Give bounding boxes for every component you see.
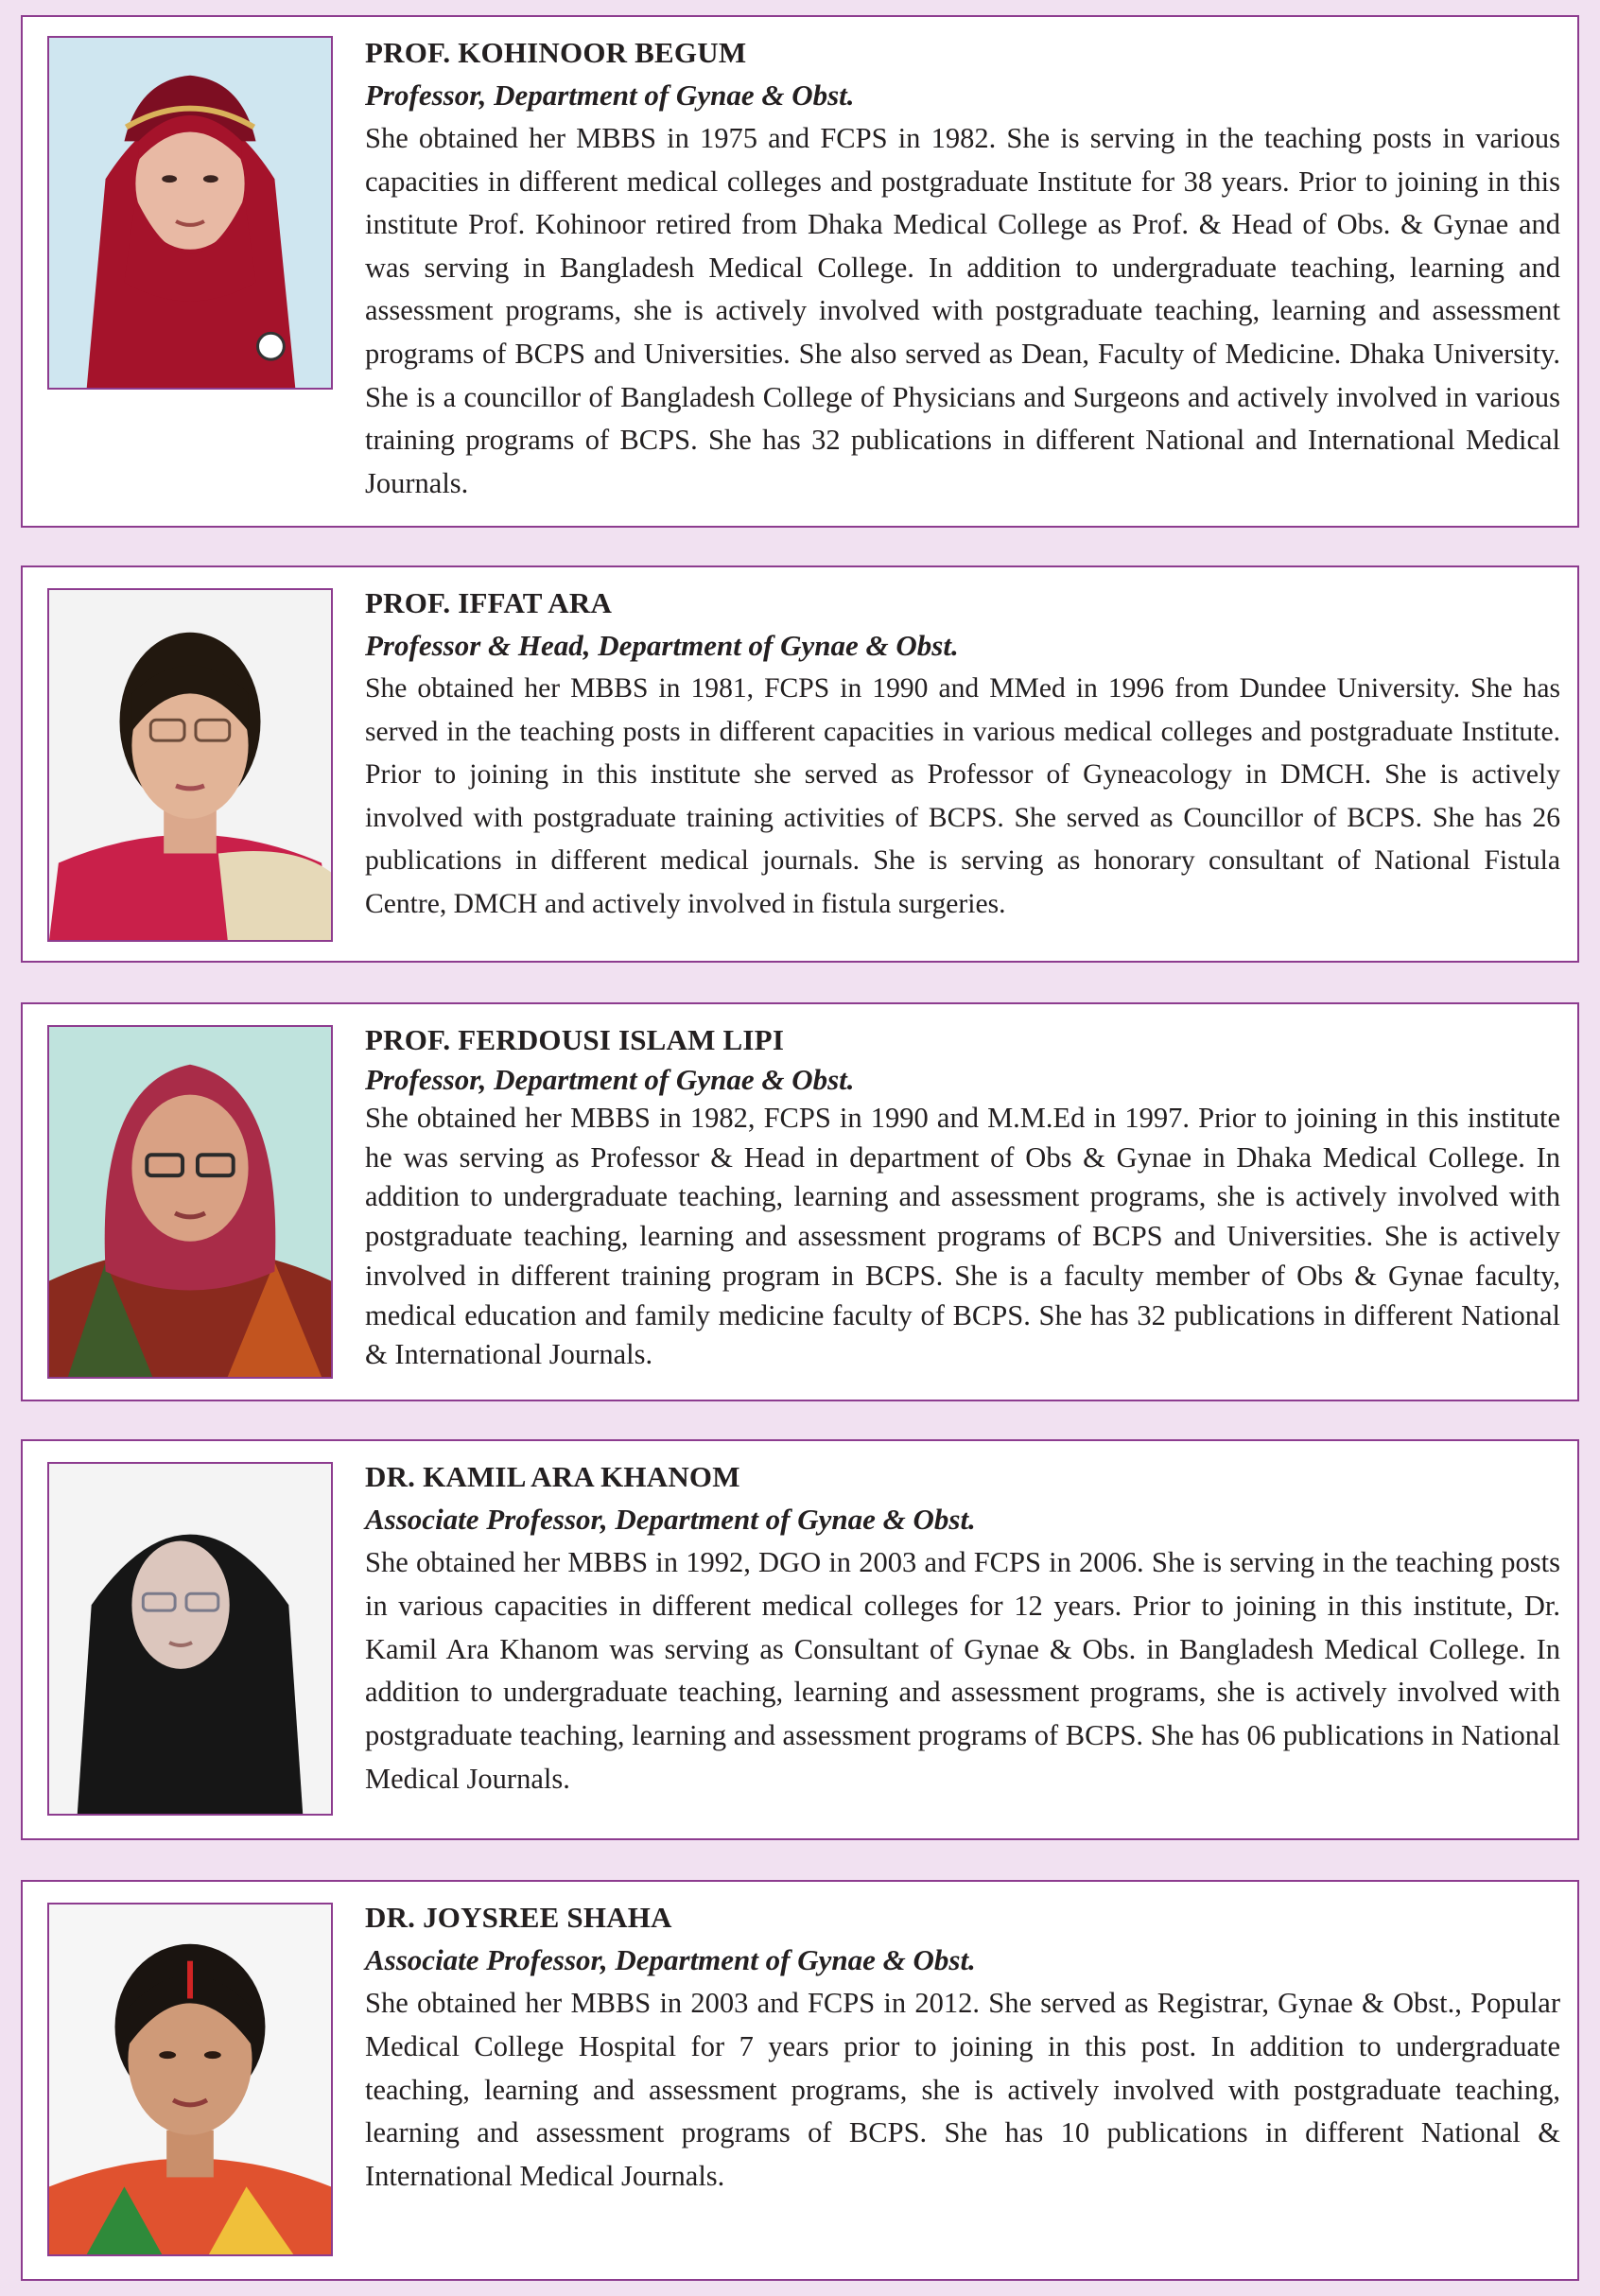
faculty-photo: [47, 1903, 333, 2256]
faculty-bio: She obtained her MBBS in 1981, FCPS in 1990 and MMed in 1996 from Dundee University. She has served in the teaching posts in different capacities in various medical colleges and postgraduate Institute. Prior to joining in this institute she served as Professor of Gyneacology in DMCH. She is actively involved with postgraduate training activities of BCPS. She served as Councillor of BCPS. She has 26 publications in different medical journals. She is serving as honorary consultant of National Fistula Centre, DMCH and actively involved in fistula surgeries.: [365, 673, 1560, 919]
faculty-photo: [47, 588, 333, 942]
faculty-name: PROF. KOHINOOR BEGUM: [365, 36, 747, 69]
faculty-photo: [47, 1025, 333, 1379]
faculty-photo: [47, 1462, 333, 1816]
portrait-illustration: [49, 38, 331, 388]
faculty-info: [365, 1897, 1560, 2199]
faculty-designation: Professor, Department of Gynae & Obst.: [365, 78, 855, 112]
faculty-card: [21, 565, 1579, 963]
faculty-bio: She obtained her MBBS in 2003 and FCPS in 2012. She served as Registrar, Gynae & Obst., Popular Medical College Hospital for 7 years prior to joining in this post. In addition to undergraduate teaching, learning and assessment programs, she is actively involved with postgraduate teaching, learning and assessment programs of BCPS. She has 10 publications in different National & International Medical Journals.: [365, 1987, 1560, 2193]
faculty-designation: Professor, Department of Gynae & Obst.: [365, 1063, 855, 1096]
faculty-designation: Associate Professor, Department of Gynae & Obst.: [365, 1943, 976, 1976]
faculty-bio: She obtained her MBBS in 1975 and FCPS in 1982. She is serving in the teaching posts in various capacities in different medical colleges and postgraduate Institute for 38 years. Prior to joining in this institute Prof. Kohinoor retired from Dhaka Medical College as Prof. & Head of Obs. & Gynae and was serving in Bangladesh Medical College. In addition to undergraduate teaching, learning and assessment programs, she is actively involved with postgraduate teaching, learning and assessment programs of BCPS and Universities. She also served as Dean, Faculty of Medicine. Dhaka University. She is a councillor of Bangladesh College of Physicians and Surgeons and actively involved in various training programs of BCPS. She has 32 publications in different National and International Medical Journals.: [365, 122, 1560, 499]
faculty-card: [21, 1439, 1579, 1840]
portrait-illustration: [49, 1027, 331, 1377]
faculty-designation: Associate Professor, Department of Gynae & Obst.: [365, 1503, 976, 1536]
faculty-card: [21, 1002, 1579, 1401]
faculty-name: DR. KAMIL ARA KHANOM: [365, 1460, 740, 1493]
faculty-designation: Professor & Head, Department of Gynae & Obst.: [365, 629, 959, 662]
faculty-info: [365, 583, 1560, 927]
faculty-bio: She obtained her MBBS in 1992, DGO in 2003 and FCPS in 2006. She is serving in the teaching posts in various capacities in different medical colleges for 12 years. Prior to joining in this institute, Dr. Kamil Ara Khanom was serving as Consultant of Gynae & Obs. in Bangladesh Medical College. In addition to undergraduate teaching, learning and assessment programs, she is actively involved with postgraduate teaching, learning and assessment programs of BCPS. She has 06 publications in National Medical Journals.: [365, 1546, 1560, 1795]
faculty-info: [365, 1019, 1560, 1375]
portrait-illustration: [49, 1464, 331, 1814]
faculty-info: [365, 32, 1560, 505]
faculty-card: [21, 1880, 1579, 2281]
faculty-card: [21, 15, 1579, 528]
faculty-info: [365, 1456, 1560, 1801]
faculty-name: PROF. IFFAT ARA: [365, 586, 613, 619]
portrait-illustration: [49, 1905, 331, 2254]
faculty-name: DR. JOYSREE SHAHA: [365, 1901, 672, 1934]
faculty-name: PROF. FERDOUSI ISLAM LIPI: [365, 1023, 785, 1056]
portrait-illustration: [49, 590, 331, 940]
faculty-bio: She obtained her MBBS in 1982, FCPS in 1990 and M.M.Ed in 1997. Prior to joining in this institute he was serving as Professor & Head in department of Obs & Gynae in Dhaka Medical College. In addition to undergraduate teaching, learning and assessment programs, she is actively involved with postgraduate teaching, learning and assessment programs of BCPS and Universities. She is actively involved in different training program in BCPS. She is a faculty member of Obs & Gynae faculty, medical education and family medicine faculty of BCPS. She has 32 publications in different National & International Journals.: [365, 1102, 1560, 1371]
faculty-photo: [47, 36, 333, 390]
